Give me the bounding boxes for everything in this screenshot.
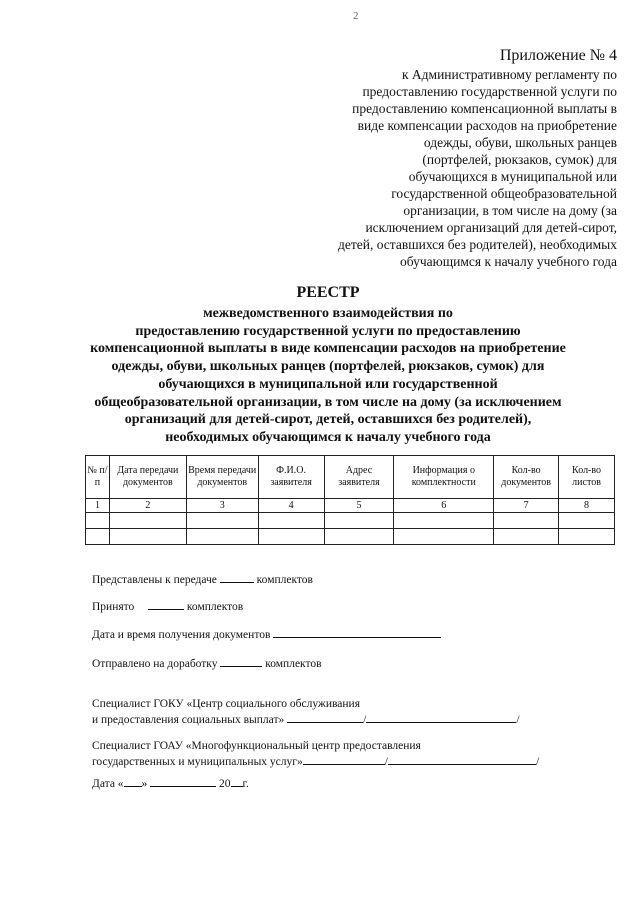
- appendix-line: обучающимся к началу учебного года: [400, 254, 617, 269]
- header-cell: Кол-во документов: [494, 456, 559, 499]
- slash: /: [363, 714, 367, 726]
- table-empty-row: [86, 529, 615, 545]
- title-line: предоставлению государственной услуги по предоставлению: [135, 323, 521, 339]
- specialist-goku-signature-field[interactable]: [287, 711, 363, 723]
- specialist-goku-org: и предоставления социальных выплат»: [92, 714, 285, 726]
- number-cell: 3: [186, 499, 258, 513]
- empty-cell[interactable]: [86, 513, 110, 529]
- empty-cell[interactable]: [394, 529, 494, 545]
- specialist-goau-block: [92, 739, 539, 769]
- empty-cell[interactable]: [324, 529, 394, 545]
- returned-label: Отправлено на доработку: [92, 658, 218, 670]
- empty-cell[interactable]: [258, 529, 324, 545]
- date-year-suffix: г.: [242, 778, 249, 790]
- header-cell: Информация о комплектности: [394, 456, 494, 499]
- number-cell: 6: [394, 499, 494, 513]
- slash: /: [535, 756, 540, 768]
- table-empty-row: [86, 513, 615, 529]
- registry-table: [85, 455, 615, 545]
- empty-cell[interactable]: [494, 513, 559, 529]
- specialist-goku-block: [92, 697, 520, 727]
- header-cell: № п/ п: [86, 456, 110, 499]
- returned-unit: комплектов: [265, 658, 322, 670]
- appendix-line: обучающихся в муниципальной или: [408, 169, 617, 184]
- appendix-heading: Приложение № 4: [499, 47, 617, 64]
- appendix-line: детей, оставшихся без родителей), необходимых: [337, 237, 617, 252]
- empty-cell[interactable]: [324, 513, 394, 529]
- appendix-line: предоставлению компенсационной выплаты в: [352, 101, 617, 116]
- appendix-line: одежды, обуви, школьных ранцев: [423, 135, 617, 150]
- table-number-row: [86, 499, 615, 513]
- presented-label: Представлены к передаче: [92, 574, 217, 586]
- returned-row: [92, 655, 322, 671]
- datetime-label: Дата и время получения документов: [92, 629, 271, 641]
- appendix-header: [317, 46, 617, 270]
- specialist-goau-name-field[interactable]: [388, 753, 536, 765]
- empty-cell[interactable]: [186, 529, 258, 545]
- number-cell: 5: [324, 499, 394, 513]
- header-cell: Адрес заявителя: [324, 456, 394, 499]
- title-line: необходимых обучающимся к началу учебного года: [165, 429, 491, 445]
- appendix-line: государственной общеобразовательной: [391, 186, 617, 201]
- date-quote-close: »: [141, 778, 148, 790]
- title-line: одежды, обуви, школьных ранцев (портфелей, рюкзаков, сумок) для: [111, 359, 545, 375]
- appendix-line: (портфелей, рюкзаков, сумок) для: [422, 152, 617, 167]
- number-cell: 8: [559, 499, 615, 513]
- appendix-line: к Административному регламенту по: [401, 67, 617, 82]
- number-cell: 4: [258, 499, 324, 513]
- number-cell: 7: [494, 499, 559, 513]
- date-year-prefix: 20: [219, 778, 231, 790]
- title-main: РЕЕСТР: [296, 284, 360, 301]
- title-line: компенсационной выплаты в виде компенсации расходов на приобретение: [90, 341, 566, 357]
- header-cell: Время передачи документов: [186, 456, 258, 499]
- appendix-line: организации, в том числе на дому (за: [403, 203, 617, 218]
- returned-count-field[interactable]: [220, 655, 262, 667]
- header-cell: Ф.И.О. заявителя: [258, 456, 324, 499]
- empty-cell[interactable]: [394, 513, 494, 529]
- empty-cell[interactable]: [258, 513, 324, 529]
- date-day-field[interactable]: [124, 775, 142, 787]
- table-header-row: [86, 456, 615, 499]
- empty-cell[interactable]: [86, 529, 110, 545]
- date-month-field[interactable]: [150, 775, 216, 787]
- datetime-field[interactable]: [273, 626, 441, 638]
- accepted-row: [92, 598, 243, 614]
- specialist-goau-signature-field[interactable]: [303, 753, 385, 765]
- specialist-goku-signature-row: [92, 711, 520, 727]
- number-cell: 1: [86, 499, 110, 513]
- accepted-label: Принято: [92, 601, 135, 613]
- empty-cell[interactable]: [109, 529, 186, 545]
- header-cell: Дата передачи документов: [109, 456, 186, 499]
- appendix-line: предоставлению государственной услуги по: [362, 84, 617, 99]
- specialist-goku-title: Специалист ГОКУ «Центр социального обслуживания: [92, 698, 361, 710]
- slash: /: [384, 756, 388, 768]
- header-cell: Кол-во листов: [559, 456, 615, 499]
- empty-cell[interactable]: [494, 529, 559, 545]
- title-line: организаций для детей-сирот, детей, оставшихся без родителей),: [124, 412, 532, 428]
- slash: /: [516, 714, 520, 726]
- empty-cell[interactable]: [559, 529, 615, 545]
- number-cell: 2: [109, 499, 186, 513]
- specialist-goau-signature-row: [92, 753, 539, 769]
- date-row: [92, 775, 249, 791]
- date-label: Дата «: [92, 778, 124, 790]
- datetime-row: [92, 626, 441, 642]
- appendix-line: исключением организаций для детей-сирот,: [365, 220, 617, 235]
- accepted-count-field[interactable]: [148, 598, 184, 610]
- empty-cell[interactable]: [109, 513, 186, 529]
- empty-cell[interactable]: [559, 513, 615, 529]
- title-line: обучающихся в муниципальной или государственной: [158, 376, 498, 392]
- accepted-unit: комплектов: [186, 601, 244, 613]
- appendix-line: виде компенсации расходов на приобретение: [357, 118, 617, 133]
- presented-row: [92, 571, 313, 587]
- specialist-goau-title: Специалист ГОАУ «Многофункциональный центр предоставления: [92, 740, 421, 752]
- title-line: межведомственного взаимодействия по: [203, 306, 453, 321]
- page-number: 2: [353, 10, 359, 22]
- document-title: [70, 283, 586, 447]
- specialist-goau-org: государственных и муниципальных услуг»: [92, 756, 303, 768]
- title-line: общеобразовательной организации, в том числе на дому (за исключением: [94, 394, 562, 410]
- empty-cell[interactable]: [186, 513, 258, 529]
- presented-count-field[interactable]: [220, 571, 254, 583]
- date-year-field[interactable]: [231, 775, 243, 787]
- presented-unit: комплектов: [256, 574, 313, 586]
- specialist-goku-name-field[interactable]: [366, 711, 516, 723]
